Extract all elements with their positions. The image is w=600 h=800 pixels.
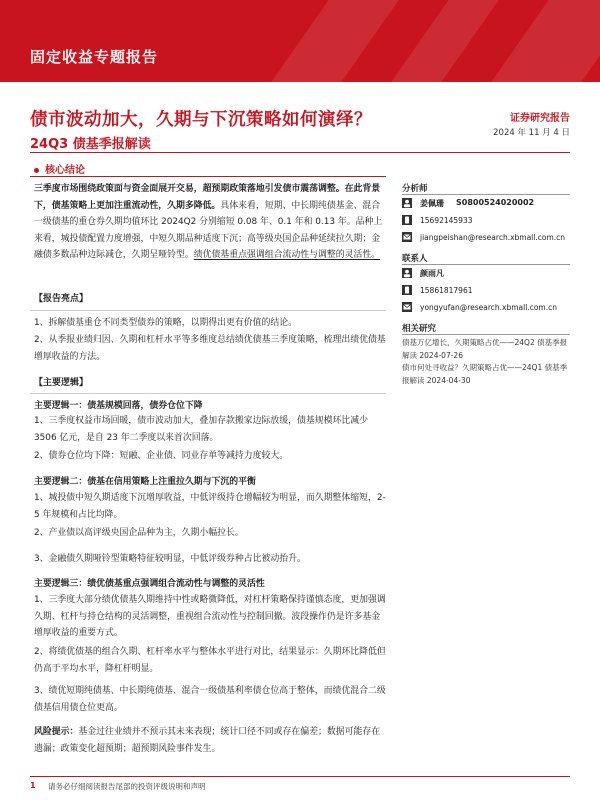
- section-divider: [30, 393, 386, 394]
- risk-text: 基金过往业绩并不预示其未来表现；统计口径不同或存在偏差；数据可能存在遗漏；政策变化超预期；超预期风险事件发生。: [34, 727, 381, 754]
- email-icon: [402, 302, 412, 312]
- core-paragraph: [34, 181, 386, 264]
- email-icon: [402, 232, 412, 242]
- logic-title: 主要逻辑二：债基在信用策略上注重拉久期与下沉的平衡: [34, 477, 256, 487]
- core-divider: [30, 176, 386, 177]
- header-banner: [0, 0, 600, 82]
- person-icon: [402, 268, 412, 278]
- highlights-heading: 【报告亮点】: [34, 294, 89, 304]
- analyst-heading: 分析师: [402, 184, 428, 194]
- logic-item: 1、城投债中短久期适度下沉增厚收益，中低评级持仓增幅较为明显，而久期整体缩短，2-5 年规模和占比均降。: [34, 493, 386, 520]
- page-number: 1: [30, 781, 36, 790]
- sidebar-divider: [402, 264, 570, 265]
- risk-label: 风险提示：: [34, 727, 79, 737]
- footer-divider: [30, 776, 570, 777]
- logic-item: 1、三季度大部分绩优债基久期维持中性或略微降低，对杠杆策略保持谨慎态度，更加强调久期、杠杆与持仓结构的灵活调整，重视组合流动性与控制回撤。波段操作仍是许多基金增厚收益的重要方式。: [34, 595, 386, 639]
- contact-name: 颜雨凡: [420, 269, 444, 278]
- analyst-cert: S0800524020002: [456, 198, 535, 207]
- section-divider: [30, 310, 386, 311]
- person-icon: [402, 198, 412, 208]
- phone-icon: [402, 215, 412, 225]
- core-conclusion-heading: [34, 161, 85, 176]
- logic-item: 2、债券仓位均下降：短融、企业债、同业存单等减持力度较大。: [34, 451, 289, 461]
- core-bold-text: 三季度市场围绕政策面与资金面展开交易，超预期政策落地引发债市震荡调整。在此背景下，债基策略上更加注重流动性，久期多降低。: [34, 184, 381, 211]
- logic-title: 主要逻辑三：绩优债基重点强调组合流动性与调整的灵活性: [34, 579, 265, 589]
- related-item[interactable]: 债市何处寻收益？久期策略占优——24Q1 债基季报解读 2024-04-30: [402, 363, 568, 385]
- logic-item: 3、金融债久期哑铃型策略特征较明显，中低评级券种占比被动抬升。: [34, 554, 306, 564]
- report-type-label: 证券研究报告: [510, 113, 570, 124]
- highlight-item: 1、拆解债基重仓不同类型债券的策略，以期得出更有价值的结论。: [34, 318, 298, 328]
- contact-phone: 15861817961: [420, 286, 473, 295]
- title-divider: [30, 152, 570, 153]
- banner-stripe: [391, 0, 498, 82]
- analyst-phone: 15692145933: [420, 216, 473, 225]
- analyst-name: 姜佩珊: [420, 199, 444, 208]
- banner-stripe: [271, 0, 398, 82]
- banner-title: 固定收益专题报告: [30, 48, 159, 66]
- logic-title: 主要逻辑一：债基规模回落，债券仓位下降: [34, 401, 203, 411]
- report-subtitle: 24Q3 债基季报解读: [30, 137, 151, 152]
- related-item[interactable]: 债基万亿增长，久期策略占优——24Q2 债基季报解读 2024-07-26: [402, 338, 568, 360]
- related-heading: 相关研究: [402, 324, 437, 334]
- logic-item: 2、产业债以高评级央国企品种为主，久期小幅拉长。: [34, 528, 244, 538]
- contact-email[interactable]: yongyufan@research.xbmall.com.cn: [420, 303, 557, 312]
- logic-heading: 【主要逻辑】: [34, 378, 89, 388]
- logic-item: 1、三季度权益市场回暖，债市波动加大，叠加存款搬家边际放缓，债基规模环比减少 3506 亿元，是自 23 年二季度以来首次回落。: [34, 416, 369, 443]
- report-title: 债市波动加大，久期与下沉策略如何演绎？: [30, 110, 372, 130]
- logic-item: 3、绩优短期纯债基、中长期纯债基、混合一级债基利率债仓位高于整体，而绩优混合二级债基信用债仓位更高。: [34, 686, 386, 713]
- sidebar-divider: [402, 334, 570, 335]
- logic-item: 2、将绩优债基的组合久期、杠杆率水平与整体水平进行对比，结果显示：久期环比降低但仍高于平均水平，降杠杆明显。: [34, 647, 386, 674]
- highlight-item: 2、从季报业绩归因、久期和杠杆水平等多维度总结绩优债基三季度策略，梳理出绩优债基增厚收益的方法。: [34, 335, 386, 362]
- report-date: 2024 年 11 月 4 日: [493, 128, 570, 138]
- analyst-email[interactable]: jiangpeishan@research.xbmall.com.cn: [420, 233, 566, 242]
- bullet-icon: [34, 168, 39, 173]
- core-underline-text: 绩优债基重点强调组合流动性与调整的灵活性。: [193, 250, 381, 261]
- sidebar-divider: [402, 194, 570, 195]
- contact-heading: 联系人: [402, 254, 428, 264]
- banner-stripe: [491, 0, 600, 82]
- core-body-text: 具体来看，短期、中长期纯债基金、混合一级债基的重仓券久期均值环比 2024Q2 分别缩短 0.08 年、0.1 年和 0.13 年。品种上来看，城投债配置力度增强，中短久期品种适度下沉；高等级央国企品种延续拉久期；金融债多数品种边际减仓，久期呈哑铃型。: [34, 200, 383, 261]
- risk-warning: [34, 724, 386, 757]
- footer-disclaimer: 请务必仔细阅读报告尾部的投资评级说明和声明: [48, 782, 206, 791]
- phone-icon: [402, 285, 412, 295]
- core-heading-text: 核心结论: [45, 165, 85, 176]
